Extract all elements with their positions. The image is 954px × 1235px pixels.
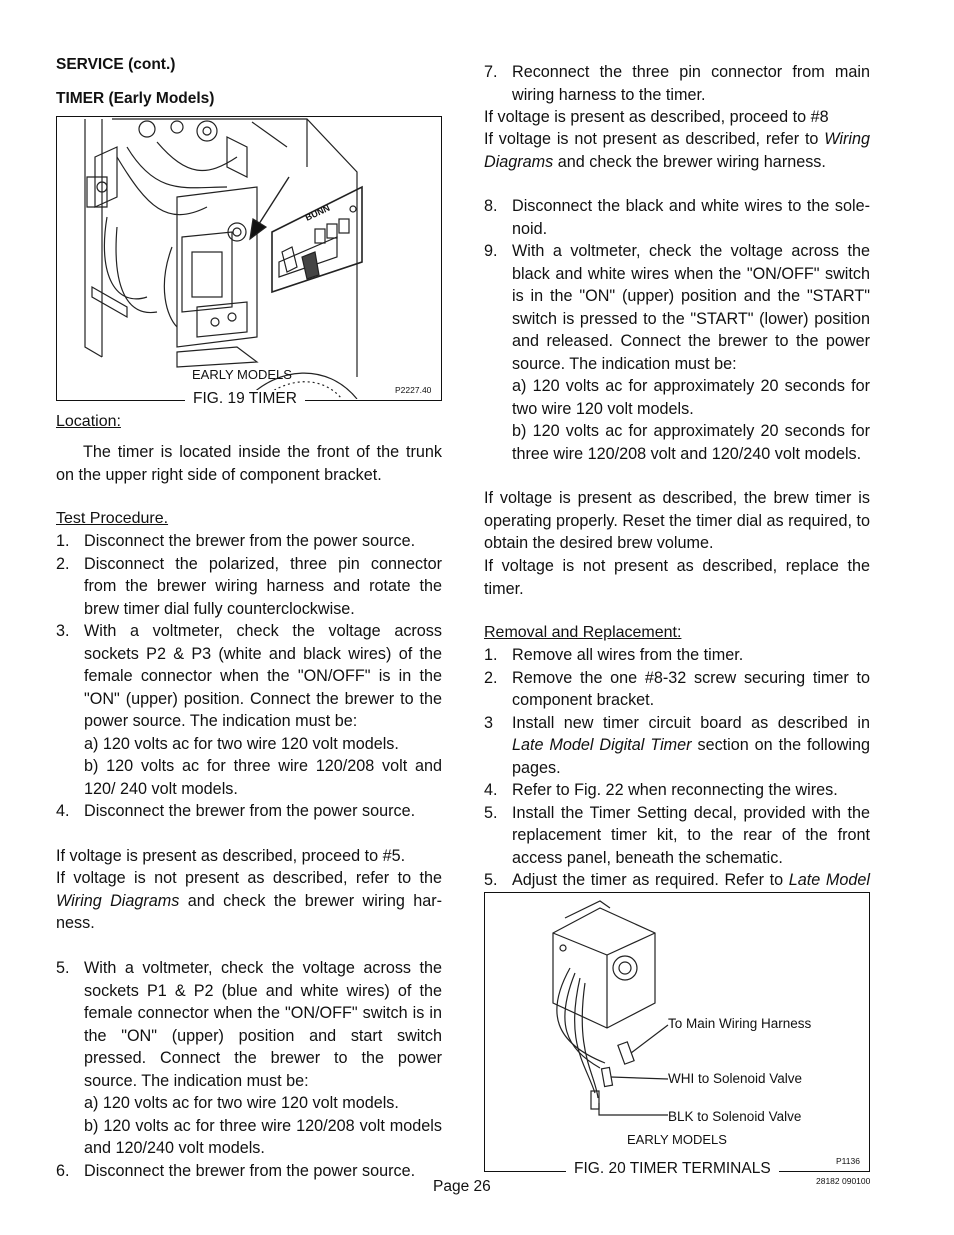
list-item: 1. Disconnect the brewer from the power source. (56, 532, 416, 550)
figure-19 (56, 116, 442, 401)
list-item: 3 Install new timer circuit board as described in Late Model Digital Timer section on the following pages. (484, 713, 870, 777)
list-item: 3. With a voltmeter, check the voltage across sockets P2 & P3 (white and black wires) of the female connector when the "ON/OFF" is in the "ON" (upper) position. Connect the brewer to the power source. The indication must be: (56, 622, 442, 730)
list-item: b) 120 volts ac for three wire 120/208 volt and 120/ 240 volt models. (84, 757, 442, 798)
steps-8-9 (484, 195, 870, 465)
list-item: 2. Disconnect the polarized, three pin connector from the brewer wiring harness and rotate the brew timer dial fully counterclockwise. (56, 554, 442, 618)
list-item: a) 120 volts ac for two wire 120 volt models. (84, 1094, 399, 1112)
page-number: Page 26 (433, 1178, 491, 1195)
list-item: 1. Remove all wires from the timer. (484, 646, 744, 664)
label-whi-solenoid: WHI to Solenoid Valve (668, 1071, 803, 1086)
list-item: b) 120 volts ac for three wire 120/208 volt models and 120/240 volt models. (84, 1116, 442, 1157)
test-steps-list (56, 530, 442, 823)
timer-ok-text: If voltage is present as described, the brew timer is operating properly. Reset the timer dial as required, to obtain the desired brew volume. (484, 489, 870, 552)
list-item: 4. Disconnect the brewer from the power source. (56, 802, 416, 820)
bunn-logo: BUNN (303, 202, 332, 223)
test-procedure-heading: Test Procedure. (56, 510, 169, 527)
replace-timer-text: If voltage is not present as described, replace the timer. (484, 557, 870, 598)
if-present-proceed-8: If voltage is present as described, proceed to #8 (484, 108, 829, 126)
fig19-early-models-label: EARLY MODELS (192, 367, 292, 382)
step-7 (484, 61, 870, 106)
list-item: 5. Install the Timer Setting decal, provided with the replacement timer kit, to the rear of the front access panel, beneath the schematic. (484, 803, 870, 867)
label-main-wiring-harness: To Main Wiring Harness (668, 1016, 812, 1031)
fig19-caption: FIG. 19 TIMER (185, 390, 305, 408)
if-present-proceed-5: If voltage is present as described, proceed to #5. (56, 847, 406, 865)
list-item: 2. Remove the one #8-32 screw securing timer to component bracket. (484, 668, 870, 709)
list-item: 5. With a voltmeter, check the voltage across the sockets P1 & P2 (blue and white wires) of the female connector when the "ON/OFF" switch is in the "ON" (upper) position and start switch pressed. Connect the brewer to the power source. The indication must be: (56, 959, 442, 1090)
document-code: 28182 090100 (816, 1176, 871, 1186)
list-item: 6. Disconnect the brewer from the power source. (56, 1161, 416, 1180)
figure-20 (484, 892, 870, 1172)
location-heading: Location: (56, 413, 121, 430)
removal-heading: Removal and Replacement: (484, 624, 682, 641)
list-item: 4. Refer to Fig. 22 when reconnecting the wires. (484, 781, 838, 799)
list-item: 9. With a voltmeter, check the voltage across the black and white wires when the "ON/OFF" switch is in the "ON" (upper) position and the "START" switch is pressed to the "START" (lower) position and released. Connect the brewer to the power source. The indication must be: (484, 242, 870, 373)
label-blk-solenoid: BLK to Solenoid Valve (668, 1109, 802, 1124)
section-heading-service: SERVICE (cont.) (56, 56, 176, 73)
list-item: a) 120 volts ac for approximately 20 seconds for two wire 120 volt models. (512, 377, 870, 418)
list-item: b) 120 volts ac for approximately 20 seconds for three wire 120/208 volt and 120/240 volt models. (512, 422, 870, 463)
timer-terminals-illustration (485, 893, 868, 1170)
list-item: 7. Reconnect the three pin connector from main wiring harness to the timer. (484, 63, 870, 104)
fig19-code: P2227.40 (395, 385, 432, 395)
test-steps-list-2 (56, 957, 442, 1182)
list-item: 5. Adjust the timer as required. Refer to Late Model (484, 871, 870, 889)
if-not-present-right: If voltage is not present as described, refer to Wiring Diagrams and check the brewer wiring harness. (484, 130, 870, 171)
location-text: The timer is located inside the front of the trunk on the upper right side of component bracket. (56, 443, 442, 484)
fig20-caption: FIG. 20 TIMER TERMINALS (566, 1160, 779, 1178)
fig20-early-models-label: EARLY MODELS (627, 1132, 727, 1147)
removal-steps-list (484, 644, 870, 914)
list-item: a) 120 volts ac for two wire 120 volt models. (84, 734, 399, 753)
if-not-present-text: If voltage is not present as described, refer to the Wiring Diagrams and check the brewer wiring har-ness. (56, 869, 442, 932)
list-item: 8. Disconnect the black and white wires to the sole-noid. (484, 197, 870, 238)
fig20-code: P1136 (836, 1156, 860, 1166)
section-heading-timer: TIMER (Early Models) (56, 90, 215, 107)
timer-installation-illustration (57, 117, 440, 399)
